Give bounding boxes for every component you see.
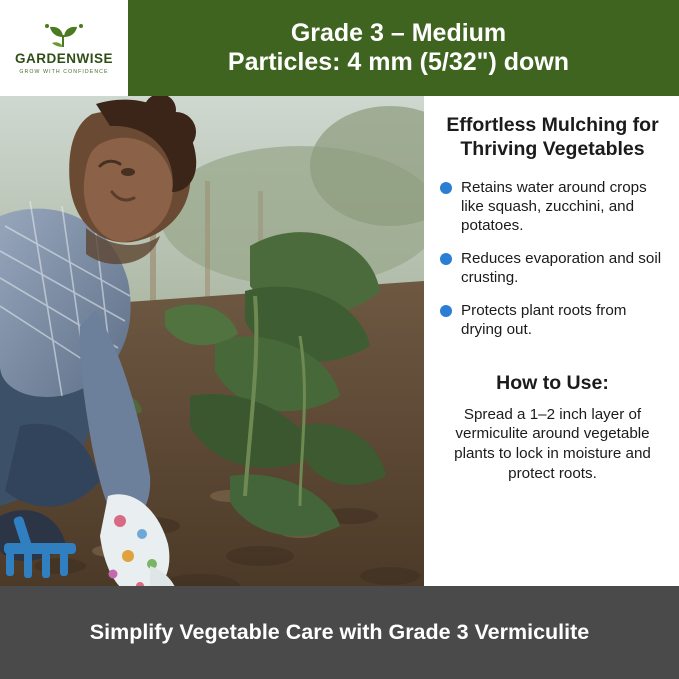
info-heading: Effortless Mulching for Thriving Vegetables [446, 114, 659, 160]
info-panel [424, 96, 679, 586]
page-title [128, 0, 679, 96]
brand-tagline: GROW WITH CONFIDENCE [19, 69, 109, 75]
howto-title: How to Use: [496, 371, 609, 394]
footer-bar [0, 586, 679, 679]
bullet-dot-icon [440, 305, 452, 317]
list-item [440, 301, 665, 339]
title-line-1: Grade 3 – Medium [290, 18, 507, 47]
sprout-icon [41, 23, 87, 49]
header-bar [0, 0, 679, 96]
howto-text: Spread a 1–2 inch layer of vermiculite around vegetable plants to lock in moisture and protect roots. [454, 405, 651, 482]
bullet-dot-icon [440, 253, 452, 265]
title-line-2: Particles: 4 mm (5/32") down [227, 48, 570, 76]
benefit-text: Retains water around crops like squash, zucchini, and potatoes. [461, 178, 647, 234]
list-item [440, 178, 665, 235]
benefit-text: Reduces evaporation and soil crusting. [461, 249, 662, 287]
footer-text: Simplify Vegetable Care with Grade 3 Vermiculite [89, 620, 590, 645]
benefit-text: Protects plant roots from drying out. [461, 302, 627, 339]
brand-logo [0, 0, 128, 96]
list-item [440, 249, 665, 287]
brand-name: GARDENWISE [14, 51, 113, 66]
bullet-dot-icon [440, 182, 452, 194]
body-section [0, 96, 679, 586]
garden-photo [0, 96, 424, 586]
benefits-list [440, 178, 665, 354]
